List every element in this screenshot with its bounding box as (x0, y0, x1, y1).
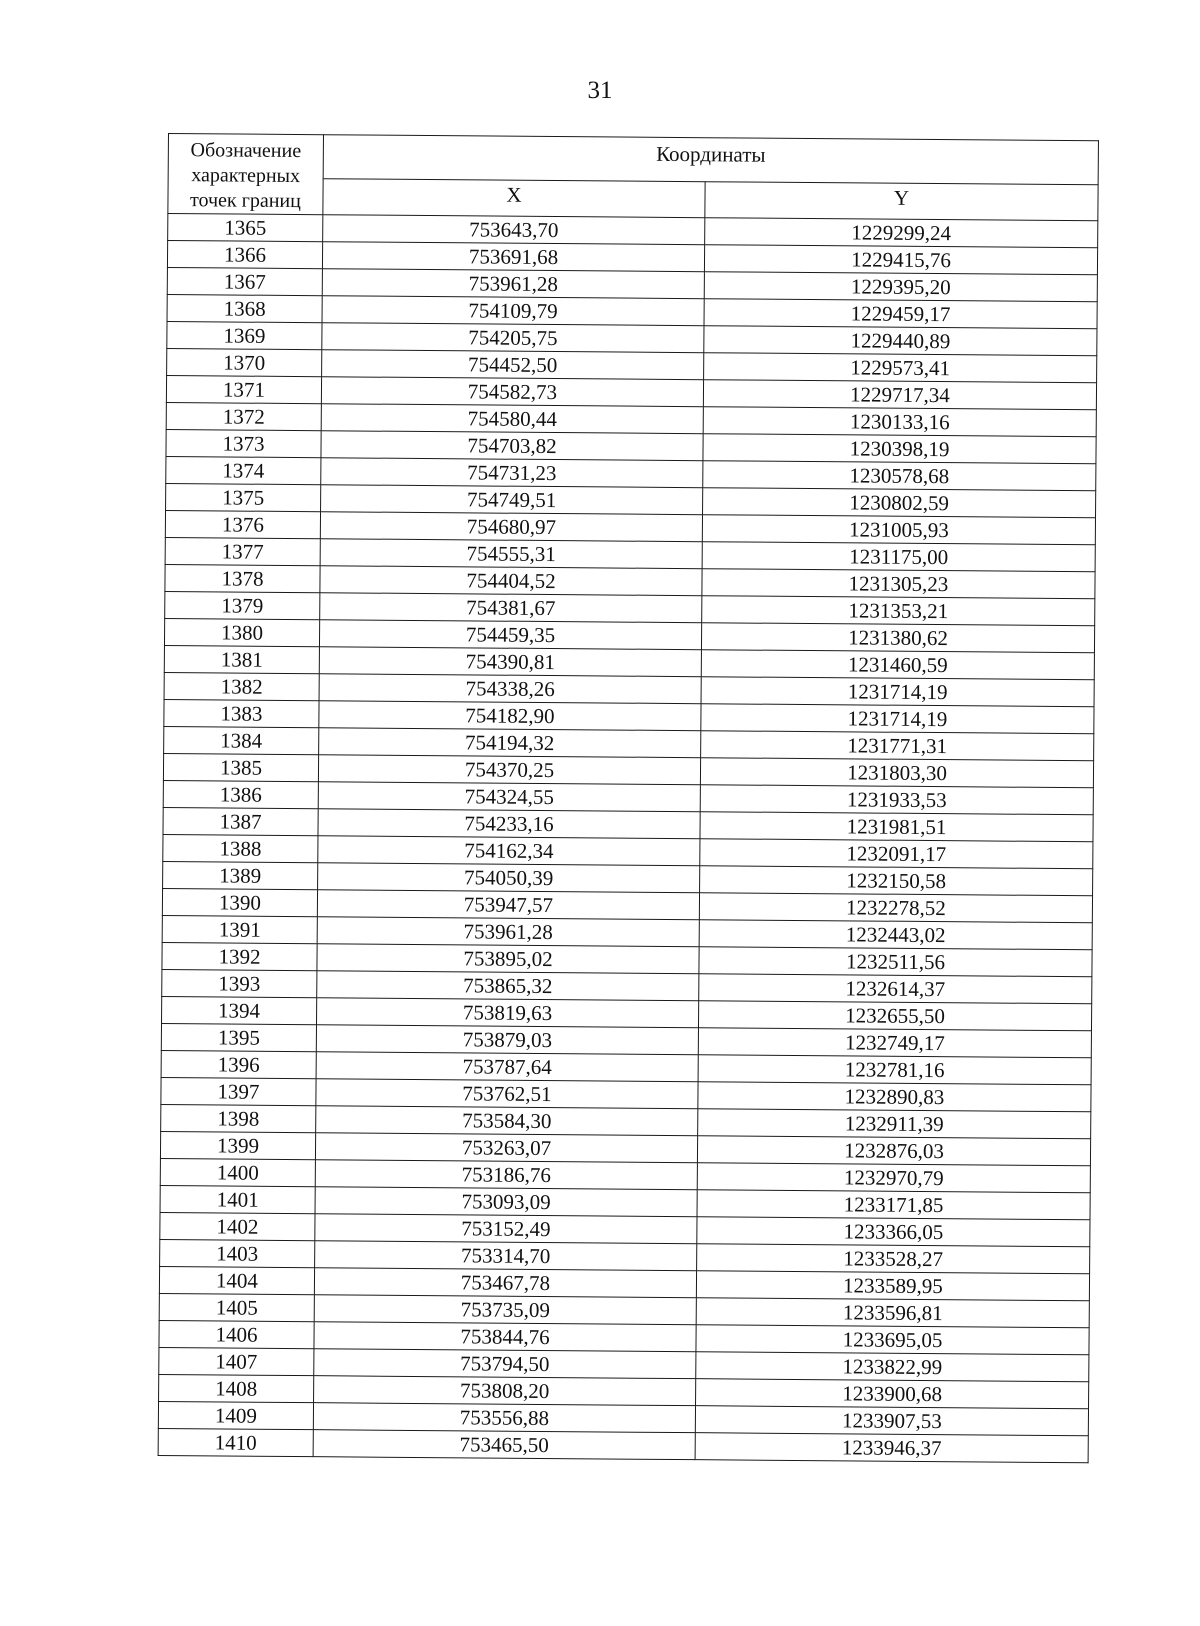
x-coordinate-cell: 753467,78 (314, 1268, 696, 1298)
y-coordinate-cell: 1233171,85 (697, 1190, 1090, 1220)
y-coordinate-cell: 1233907,53 (695, 1406, 1088, 1436)
y-coordinate-cell: 1232091,17 (700, 839, 1093, 869)
y-coordinate-cell: 1232278,52 (699, 893, 1092, 923)
x-coordinate-cell: 753794,50 (314, 1349, 696, 1379)
x-coordinate-cell: 754749,51 (321, 485, 703, 515)
x-coordinate-cell: 753947,57 (317, 890, 699, 920)
y-coordinate-cell: 1232443,02 (699, 920, 1092, 950)
y-coordinate-cell: 1231460,59 (701, 650, 1094, 680)
point-cell: 1409 (158, 1401, 313, 1429)
y-coordinate-cell: 1230578,68 (703, 461, 1096, 491)
x-coordinate-cell: 753895,02 (317, 944, 699, 974)
header-designation: Обозначение характерных точек границ (168, 134, 324, 215)
y-coordinate-cell: 1232781,16 (698, 1055, 1091, 1085)
x-coordinate-cell: 754338,26 (319, 674, 701, 704)
point-cell: 1371 (166, 375, 321, 403)
y-coordinate-cell: 1232890,83 (698, 1082, 1091, 1112)
point-cell: 1387 (163, 807, 318, 835)
x-coordinate-cell: 754109,79 (322, 296, 704, 326)
coordinates-table (158, 133, 1099, 1463)
x-coordinate-cell: 753584,30 (316, 1106, 698, 1136)
point-cell: 1392 (162, 942, 317, 970)
point-cell: 1370 (167, 348, 322, 376)
point-cell: 1390 (162, 888, 317, 916)
y-coordinate-cell: 1233900,68 (696, 1379, 1089, 1409)
x-coordinate-cell: 754404,52 (320, 566, 702, 596)
y-coordinate-cell: 1231175,00 (702, 542, 1095, 572)
x-coordinate-cell: 753314,70 (315, 1241, 697, 1271)
x-coordinate-cell: 753556,88 (313, 1403, 695, 1433)
point-cell: 1385 (163, 753, 318, 781)
table-header (168, 134, 1099, 221)
y-coordinate-cell: 1229299,24 (705, 218, 1098, 248)
y-coordinate-cell: 1231380,62 (701, 623, 1094, 653)
y-coordinate-cell: 1232511,56 (699, 947, 1092, 977)
y-coordinate-cell: 1233366,05 (697, 1217, 1090, 1247)
point-cell: 1393 (162, 969, 317, 997)
point-cell: 1386 (163, 780, 318, 808)
y-coordinate-cell: 1229440,89 (704, 326, 1097, 356)
y-coordinate-cell: 1229459,17 (704, 299, 1097, 329)
x-coordinate-cell: 753808,20 (314, 1376, 696, 1406)
y-coordinate-cell: 1232749,17 (698, 1028, 1091, 1058)
x-coordinate-cell: 753465,50 (313, 1430, 695, 1460)
header-coordinates: Координаты (323, 135, 1098, 185)
y-coordinate-cell: 1232876,03 (697, 1136, 1090, 1166)
point-cell: 1365 (168, 214, 323, 242)
x-coordinate-cell: 753879,03 (316, 1025, 698, 1055)
point-cell: 1397 (161, 1077, 316, 1105)
x-coordinate-cell: 754205,75 (322, 323, 704, 353)
y-coordinate-cell: 1232614,37 (699, 974, 1092, 1004)
x-coordinate-cell: 754452,50 (322, 350, 704, 380)
x-coordinate-cell: 753819,63 (317, 998, 699, 1028)
point-cell: 1396 (161, 1050, 316, 1078)
y-coordinate-cell: 1231305,23 (702, 569, 1095, 599)
y-coordinate-cell: 1233589,95 (696, 1271, 1089, 1301)
x-coordinate-cell: 754731,23 (321, 458, 703, 488)
point-cell: 1377 (165, 537, 320, 565)
y-coordinate-cell: 1231981,51 (700, 812, 1093, 842)
table-body (158, 214, 1098, 1463)
point-cell: 1394 (162, 996, 317, 1024)
point-cell: 1401 (160, 1185, 315, 1213)
x-coordinate-cell: 754459,35 (319, 620, 701, 650)
y-coordinate-cell: 1231005,93 (702, 515, 1095, 545)
y-coordinate-cell: 1230398,19 (703, 434, 1096, 464)
y-coordinate-cell: 1232970,79 (697, 1163, 1090, 1193)
y-coordinate-cell: 1229717,34 (703, 380, 1096, 410)
point-cell: 1380 (164, 618, 319, 646)
x-coordinate-cell: 754680,97 (320, 512, 702, 542)
x-coordinate-cell: 753691,68 (322, 242, 704, 272)
x-coordinate-cell: 754233,16 (318, 809, 700, 839)
point-cell: 1368 (167, 294, 322, 322)
point-cell: 1372 (166, 402, 321, 430)
point-cell: 1410 (158, 1428, 313, 1456)
x-coordinate-cell: 753844,76 (314, 1322, 696, 1352)
y-coordinate-cell: 1231353,21 (702, 596, 1095, 626)
x-coordinate-cell: 754703,82 (321, 431, 703, 461)
point-cell: 1389 (163, 861, 318, 889)
x-coordinate-cell: 753865,32 (317, 971, 699, 1001)
point-cell: 1366 (167, 241, 322, 269)
x-coordinate-cell: 753186,76 (315, 1160, 697, 1190)
y-coordinate-cell: 1231933,53 (700, 785, 1093, 815)
point-cell: 1367 (167, 267, 322, 295)
point-cell: 1405 (159, 1293, 314, 1321)
y-coordinate-cell: 1230802,59 (703, 488, 1096, 518)
point-cell: 1382 (164, 672, 319, 700)
x-coordinate-cell: 754381,67 (320, 593, 702, 623)
y-coordinate-cell: 1231803,30 (700, 758, 1093, 788)
x-coordinate-cell: 754580,44 (321, 404, 703, 434)
x-coordinate-cell: 753152,49 (315, 1214, 697, 1244)
point-cell: 1369 (167, 321, 322, 349)
x-coordinate-cell: 753643,70 (323, 215, 705, 245)
point-cell: 1374 (166, 456, 321, 484)
y-coordinate-cell: 1230133,16 (703, 407, 1096, 437)
x-coordinate-cell: 754182,90 (319, 701, 701, 731)
point-cell: 1403 (160, 1239, 315, 1267)
x-coordinate-cell: 753735,09 (314, 1295, 696, 1325)
point-cell: 1388 (163, 834, 318, 862)
page-number: 31 (587, 77, 613, 104)
y-coordinate-cell: 1233596,81 (696, 1298, 1089, 1328)
x-coordinate-cell: 754555,31 (320, 539, 702, 569)
y-coordinate-cell: 1233528,27 (697, 1244, 1090, 1274)
x-coordinate-cell: 754162,34 (318, 836, 700, 866)
y-coordinate-cell: 1232911,39 (698, 1109, 1091, 1139)
header-x: X (323, 178, 705, 217)
point-cell: 1406 (159, 1320, 314, 1348)
x-coordinate-cell: 754324,55 (318, 782, 700, 812)
point-cell: 1402 (160, 1212, 315, 1240)
y-coordinate-cell: 1231714,19 (701, 677, 1094, 707)
x-coordinate-cell: 754582,73 (321, 377, 703, 407)
point-cell: 1373 (166, 429, 321, 457)
point-cell: 1376 (165, 510, 320, 538)
y-coordinate-cell: 1232150,58 (700, 866, 1093, 896)
point-cell: 1384 (164, 726, 319, 754)
point-cell: 1395 (161, 1023, 316, 1051)
y-coordinate-cell: 1229415,76 (704, 245, 1097, 275)
x-coordinate-cell: 754390,81 (319, 647, 701, 677)
point-cell: 1381 (164, 645, 319, 673)
x-coordinate-cell: 753762,51 (316, 1079, 698, 1109)
point-cell: 1398 (161, 1104, 316, 1132)
y-coordinate-cell: 1231771,31 (701, 731, 1094, 761)
x-coordinate-cell: 753787,64 (316, 1052, 698, 1082)
x-coordinate-cell: 754370,25 (318, 755, 700, 785)
point-cell: 1383 (164, 699, 319, 727)
y-coordinate-cell: 1233946,37 (695, 1433, 1088, 1463)
point-cell: 1404 (159, 1266, 314, 1294)
point-cell: 1391 (162, 915, 317, 943)
x-coordinate-cell: 753263,07 (315, 1133, 697, 1163)
y-coordinate-cell: 1229395,20 (704, 272, 1097, 302)
header-y: Y (705, 181, 1098, 221)
point-cell: 1378 (165, 564, 320, 592)
point-cell: 1408 (159, 1374, 314, 1402)
y-coordinate-cell: 1231714,19 (701, 704, 1094, 734)
point-cell: 1400 (160, 1158, 315, 1186)
x-coordinate-cell: 753961,28 (317, 917, 699, 947)
point-cell: 1375 (166, 483, 321, 511)
point-cell: 1407 (159, 1347, 314, 1375)
x-coordinate-cell: 754194,32 (319, 728, 701, 758)
x-coordinate-cell: 753961,28 (322, 269, 704, 299)
x-coordinate-cell: 753093,09 (315, 1187, 697, 1217)
y-coordinate-cell: 1233822,99 (696, 1352, 1089, 1382)
y-coordinate-cell: 1229573,41 (704, 353, 1097, 383)
y-coordinate-cell: 1233695,05 (696, 1325, 1089, 1355)
x-coordinate-cell: 754050,39 (318, 863, 700, 893)
point-cell: 1399 (160, 1131, 315, 1159)
y-coordinate-cell: 1232655,50 (698, 1001, 1091, 1031)
point-cell: 1379 (165, 591, 320, 619)
